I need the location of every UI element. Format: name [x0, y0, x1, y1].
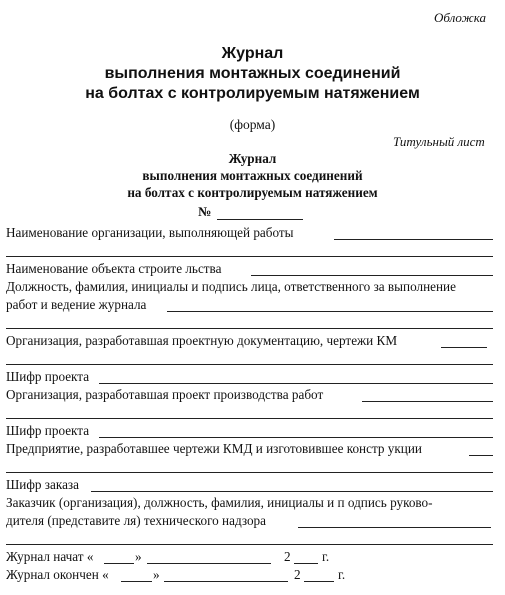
- title-page-line3: на болтах с контролируемым натяжением: [127, 185, 378, 200]
- cover-label: Обложка: [434, 10, 486, 25]
- finished-day-field[interactable]: [121, 581, 152, 582]
- title-page-label: Титульный лист: [393, 134, 485, 149]
- journal-number-field[interactable]: [217, 219, 303, 220]
- form-label: (форма): [229, 117, 276, 132]
- finished-month-field[interactable]: [164, 581, 288, 582]
- finished-quote-close: »: [153, 567, 160, 582]
- object-name-field[interactable]: [251, 275, 493, 276]
- design-org-field-2[interactable]: [6, 364, 493, 365]
- responsible-field-2[interactable]: [6, 328, 493, 329]
- customer-field-2[interactable]: [6, 544, 493, 545]
- finished-year-suffix: г.: [338, 567, 346, 582]
- started-month-field[interactable]: [147, 563, 271, 564]
- design-org-field[interactable]: [441, 347, 487, 348]
- kmd-org-label: Предприятие, разработавшее чертежи КМД и изготовившее констр укции: [6, 441, 422, 456]
- cover-title-line2: выполнения монтажных соединений: [104, 65, 401, 82]
- responsible-field[interactable]: [167, 311, 493, 312]
- started-year-field[interactable]: [294, 563, 318, 564]
- ppr-org-label: Организация, разработавшая проект производства работ: [6, 387, 324, 402]
- design-org-label: Организация, разработавшая проектную документацию, чертежи КМ: [6, 333, 398, 348]
- started-year-suffix: г.: [322, 549, 330, 564]
- project-code-2-label: Шифр проекта: [6, 423, 90, 438]
- started-quote-close: »: [135, 549, 142, 564]
- order-code-label: Шифр заказа: [6, 477, 79, 492]
- project-code-2-field[interactable]: [99, 437, 493, 438]
- org-name-field[interactable]: [334, 239, 493, 240]
- order-code-field[interactable]: [91, 491, 493, 492]
- ppr-org-field-2[interactable]: [6, 418, 493, 419]
- title-page-line2: выполнения монтажных соединений: [142, 168, 363, 183]
- cover-title-line1: Журнал: [221, 45, 284, 62]
- started-year-prefix: 2: [284, 549, 291, 564]
- started-day-field[interactable]: [104, 563, 134, 564]
- customer-label-line1: Заказчик (организация), должность, фамилия, инициалы и п одпись руково-: [6, 495, 433, 510]
- customer-label-line2: дителя (представите ля) технического надзора: [6, 513, 266, 528]
- org-name-label: Наименование организации, выполняющей работы: [6, 225, 294, 240]
- started-label: Журнал начат «: [6, 549, 94, 564]
- cover-title-line3: на болтах с контролируемым натяжением: [85, 85, 420, 102]
- kmd-org-field[interactable]: [469, 455, 493, 456]
- finished-label: Журнал окончен «: [6, 567, 109, 582]
- project-code-1-field[interactable]: [99, 383, 493, 384]
- finished-year-prefix: 2: [294, 567, 301, 582]
- org-name-field-2[interactable]: [6, 256, 493, 257]
- ppr-org-field[interactable]: [362, 401, 493, 402]
- journal-number-label: №: [198, 204, 212, 219]
- object-name-label: Наименование объекта строите льства: [6, 261, 222, 276]
- responsible-label-line1: Должность, фамилия, инициалы и подпись лица, ответственного за выполнение: [6, 279, 456, 294]
- kmd-org-field-2[interactable]: [6, 472, 493, 473]
- project-code-1-label: Шифр проекта: [6, 369, 90, 384]
- customer-field[interactable]: [298, 527, 491, 528]
- responsible-label-line2: работ и ведение журнала: [6, 297, 147, 312]
- title-page-line1: Журнал: [228, 151, 277, 166]
- finished-year-field[interactable]: [304, 581, 334, 582]
